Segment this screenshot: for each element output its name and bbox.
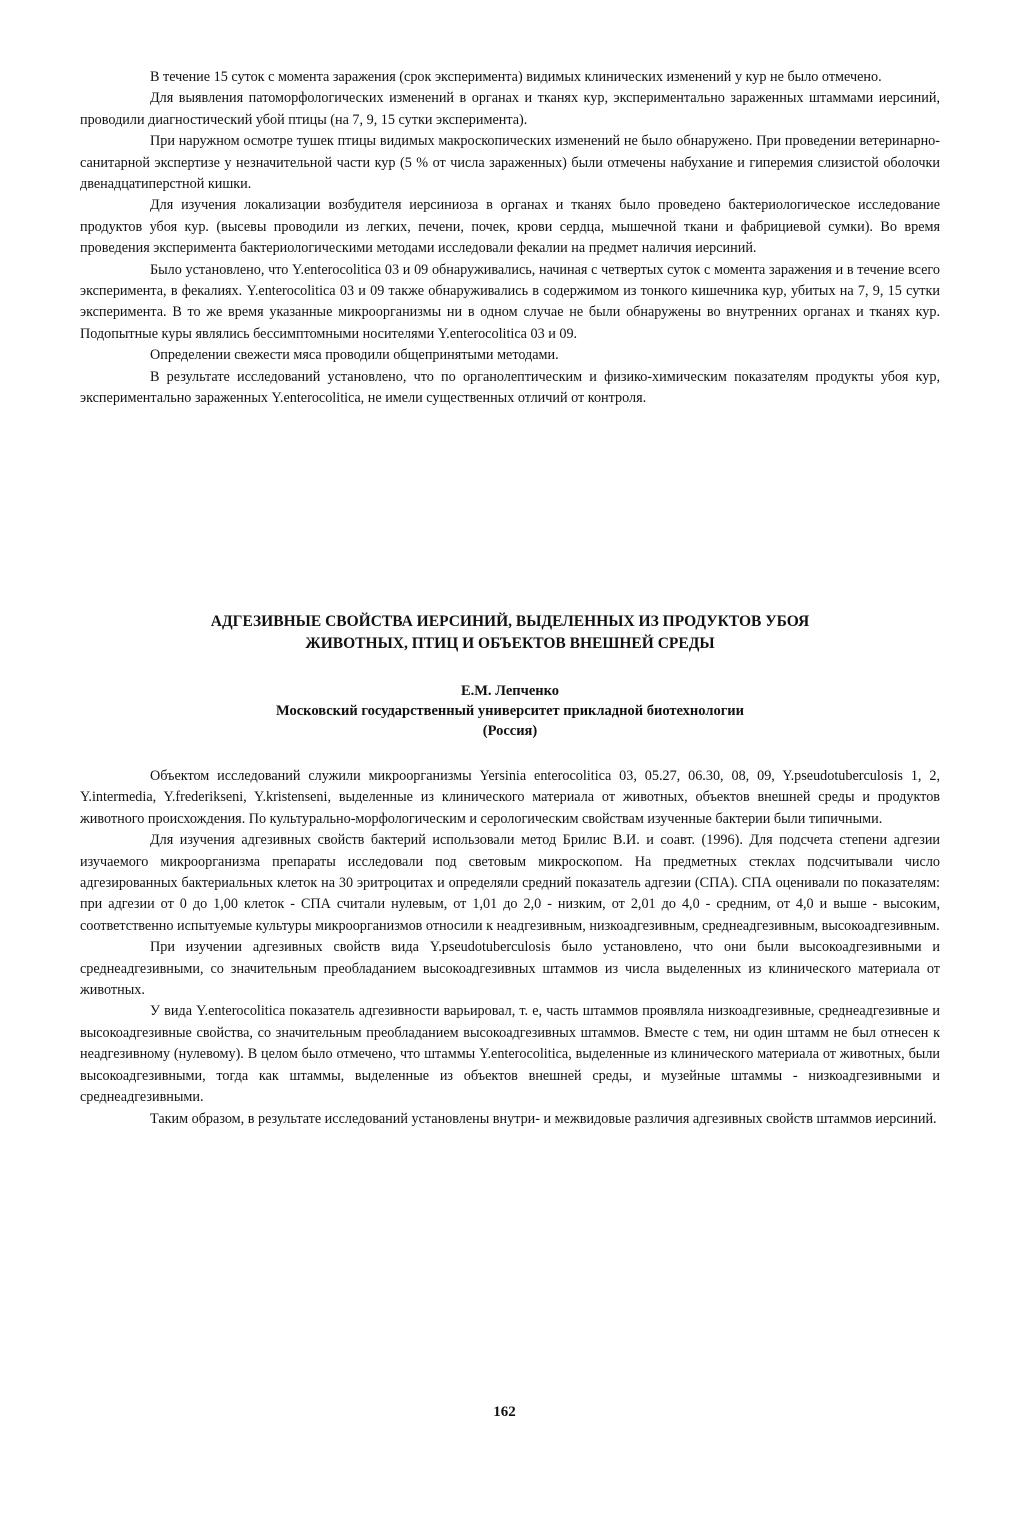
author-block [80,681,940,741]
paragraph: У вида Y.enterocolitica показатель адгезивности варьировал, т. е, часть штаммов проявляла низкоадгезивные, среднеадгезивные и высокоадгезивные свойства, со значительным преобладанием высокоадгезивных штаммов. Вместе с тем, ни один штамм не был отнесен к неадгезивному (нулевому). В целом было отмечено, что штаммы Y.enterocolitica, выделенные из клинического материала от животных, были высокоадгезивными, тогда как штаммы, выделенные из объектов внешней среды, и музейные штаммы - низкоадгезивными и среднеадгезивными. [80,1003,940,1106]
paragraph: Для изучения локализации возбудителя иерсиниоза в органах и тканях было проведено бактериологическое исследование продуктов убоя кур. (высевы проводили из легких, печени, почек, крови сердца, мышечной ткани и фабрициевой сумки). Во время проведения эксперимента бактериологическими методами исследовали фекалии на предмет наличия иерсиний. [80,197,940,257]
paragraph: Было установлено, что Y.enterocolitica 03 и 09 обнаруживались, начиная с четвертых суток с момента заражения и в течение всего эксперимента, в фекалиях. Y.enterocolitica 03 и 09 также обнаруживались в содержимом из тонкого кишечника кур, убитых на 7, 9, 15 сутки эксперимента. В то же время указанные микроорганизмы ни в одном случае не были обнаружены во внутренних органах и тканях кур. Подопытные куры являлись бессимптомными носителями Y.enterocolitica 03 и 09. [80,261,940,342]
body-text-top [80,67,940,410]
paragraph: Объектом исследований служили микроорганизмы Yersinia enterocolitica 03, 05.27, 06.30, 08, 09, Y.pseudotuberculosis 1, 2, Y.intermedia, Y.frederikseni, Y.kristenseni, выделенные из клинического материала от животных, объектов внешней среды и продуктов животного происхождения. По культурально-морфологическим и серологическим свойствам изученные бактерии были типичными. [80,768,940,827]
paragraph: При изучении адгезивных свойств вида Y.pseudotuberculosis было установлено, что они были высокоадгезивными и среднеадгезивными, со значительным преобладанием высокоадгезивных штаммов из числа выделенных из клинического материала от животных. [80,939,940,999]
page-number: 162 [493,1404,516,1420]
country: (Россия) [482,723,538,739]
body-text-article [80,766,940,1130]
paragraph: В течение 15 суток с момента заражения (срок эксперимента) видимых клинических изменений у кур не было отмечено. [150,69,882,85]
paragraph: Определении свежести мяса проводили общепринятыми методами. [150,347,559,364]
author-name: Е.М. Лепченко [460,683,560,699]
paragraph: Для изучения адгезивных свойств бактерий использовали метод Брилис В.И. и соавт. (1996). Для подсчета степени адгезии изучаемого микроорганизма препараты исследовали под световым микроскопом. На предметных стеклах подсчитывали число адгезированных бактериальных клеток на 30 эритроцитах и определяли средний показатель адгезии (СПА). СПА оценивали по показателям: при адгезии от 0 до 1,00 клеток - СПА считали нулевым, от 1,01 до 2,0 - низким, от 2,01 до 4,0 - средним, от 4,0 и выше - высоким, соответственно испытуемые культуры микроорганизмов относили к неадгезивным, низкоадгезивным, среднеадгезивным, высокоадгезивным. [80,832,940,934]
paragraph: Для выявления патоморфологических изменений в органах и тканях кур, экспериментально зараженных штаммами иерсиний, проводили диагностический убой птицы (на 7, 9, 15 сутки эксперимента). [80,90,940,128]
article-title [80,611,940,655]
article-title-line-1: АДГЕЗИВНЫЕ СВОЙСТВА ИЕРСИНИЙ, ВЫДЕЛЕННЫХ ИЗ ПРОДУКТОВ УБОЯ [210,613,810,630]
paragraph: При наружном осмотре тушек птицы видимых макроскопических изменений не было обнаружено. При проведении ветеринарно-санитарной экспертизе у незначительной части кур (5 % от числа зараженных) были отмечены набухание и гиперемия слизистой оболочки двенадцатиперстной кишки. [80,133,940,193]
paragraph: В результате исследований установлено, что по органолептическим и физико-химическим показателям продукты убоя кур, экспериментально зараженных Y.enterocolitica, не имели существенных отличий от контроля. [80,368,940,407]
affiliation: Московский государственный университет прикладной биотехнологии [276,703,744,719]
article-title-line-2: ЖИВОТНЫХ, ПТИЦ И ОБЪЕКТОВ ВНЕШНЕЙ СРЕДЫ [305,635,715,652]
paragraph: Таким образом, в результате исследований установлены внутри- и межвидовые различия адгезивных свойств штаммов иерсиний. [150,1110,937,1127]
